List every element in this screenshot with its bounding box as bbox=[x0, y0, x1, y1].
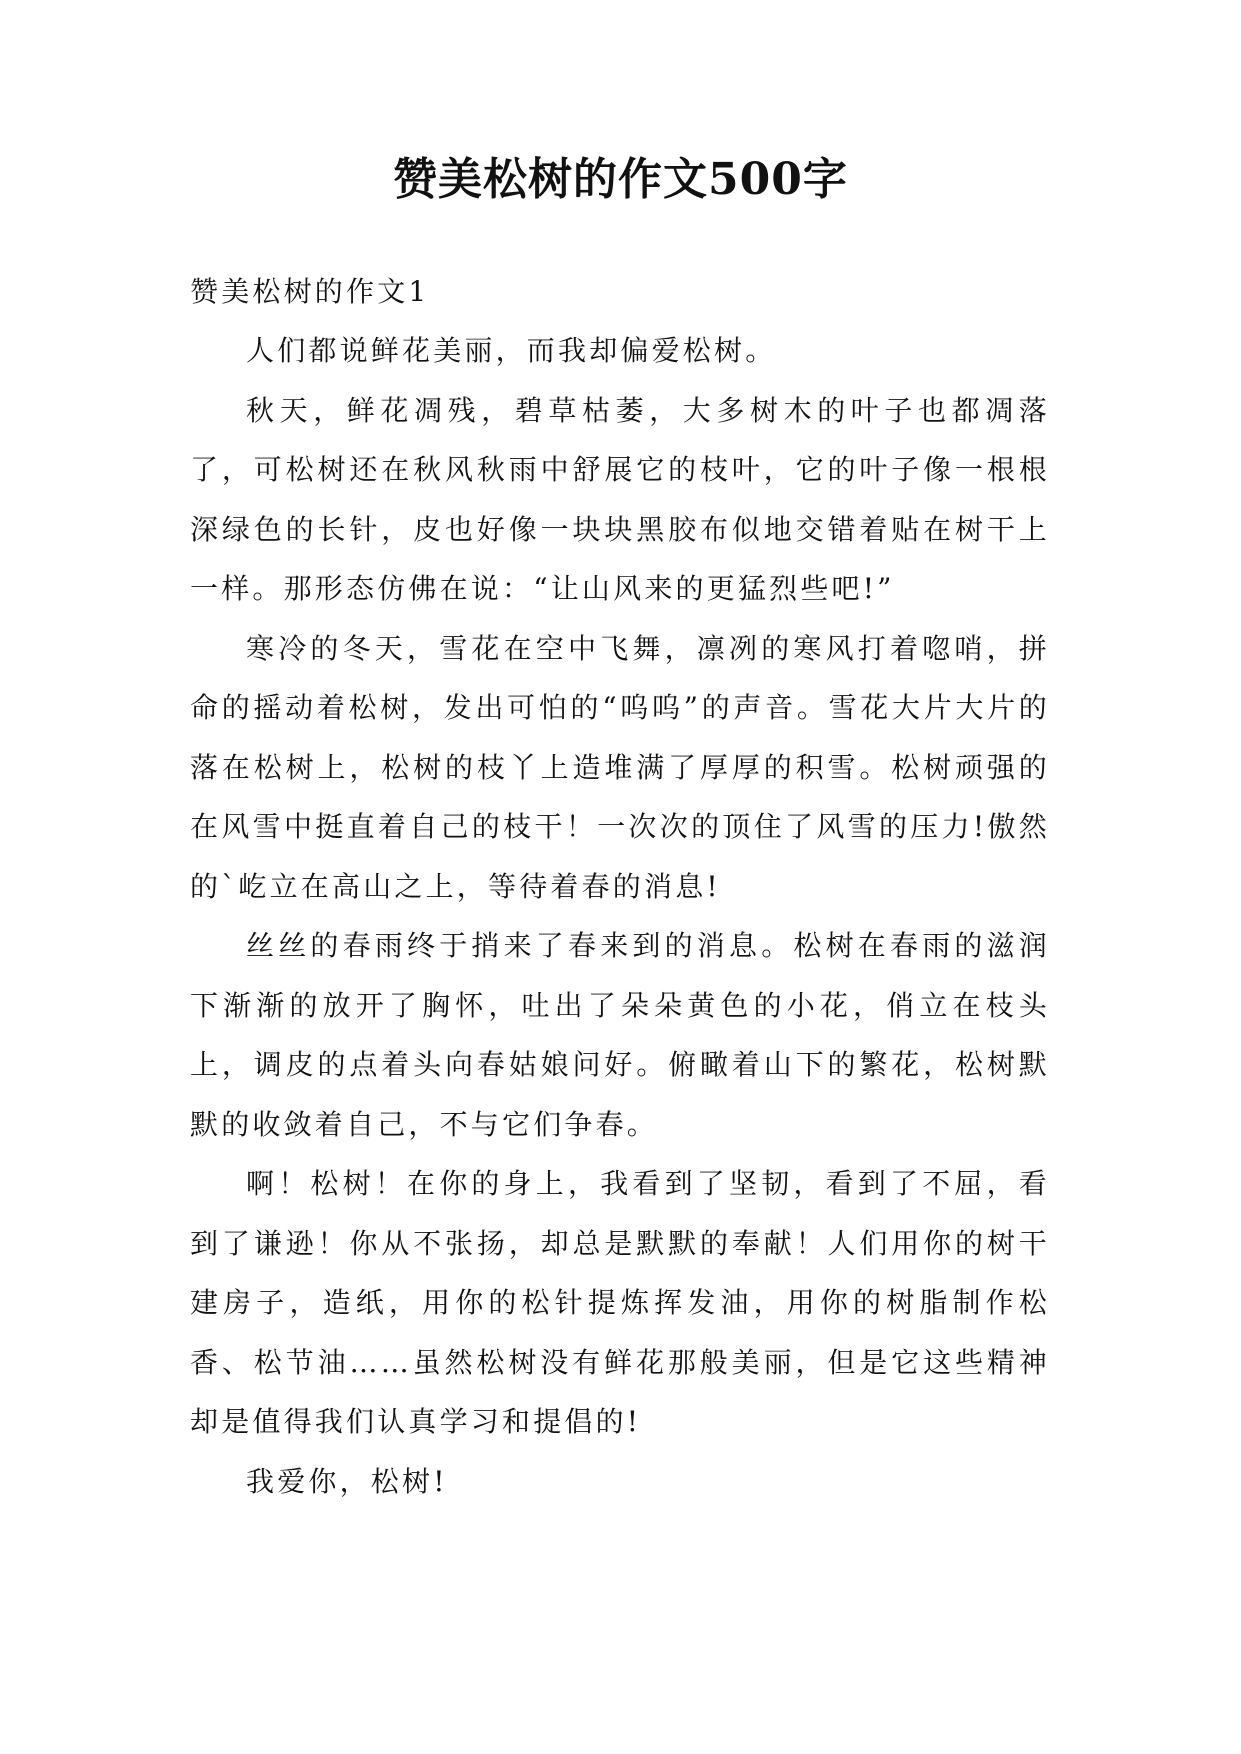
document-title: 赞美松树的作文500字 bbox=[393, 154, 848, 205]
paragraph-1: 人们都说鲜花美丽，而我却偏爱松树。 bbox=[246, 334, 777, 367]
paragraph-2: 秋天，鲜花凋残，碧草枯萎，大多树木的叶子也都凋落了，可松树还在秋风秋雨中舒展它的枝叶，它的叶子像一根根深绿色的长针，皮也好像一块块黑胶布似地交错着贴在树干上一样。那形态仿佛在说：“让山风来的更猛烈些吧!” bbox=[190, 393, 1050, 605]
paragraph-5: 啊！松树！在你的身上，我看到了坚韧，看到了不屈，看到了谦逊！你从不张扬，却总是默默的奉献！人们用你的树干建房子，造纸，用你的松针提炼挥发油，用你的树脂制作松香、松节油……虽然松树没有鲜花那般美丽，但是它这些精神却是值得我们认真学习和提倡的! bbox=[190, 1167, 1050, 1438]
paragraph-6: 我爱你，松树! bbox=[246, 1464, 448, 1498]
paragraph-4: 丝丝的春雨终于捎来了春来到的消息。松树在春雨的滋润下渐渐的放开了胸怀，吐出了朵朵黄色的小花，俏立在枝头上，调皮的点着头向春姑娘问好。俯瞰着山下的繁花，松树默默的收敛着自己，不与它们争春。 bbox=[190, 929, 1050, 1141]
document-body bbox=[190, 262, 1050, 1511]
section-heading: 赞美松树的作文1 bbox=[190, 275, 430, 308]
paragraph-3: 寒冷的冬天，雪花在空中飞舞，凛冽的寒风打着唿哨，拼命的摇动着松树，发出可怕的“呜呜”的声音。雪花大片大片的落在松树上，松树的枝丫上造堆满了厚厚的积雪。松树顽强的在风雪中挺直着自己的枝干！一次次的顶住了风雪的压力!傲然的`屹立在高山之上，等待着春的消息! bbox=[190, 631, 1050, 903]
